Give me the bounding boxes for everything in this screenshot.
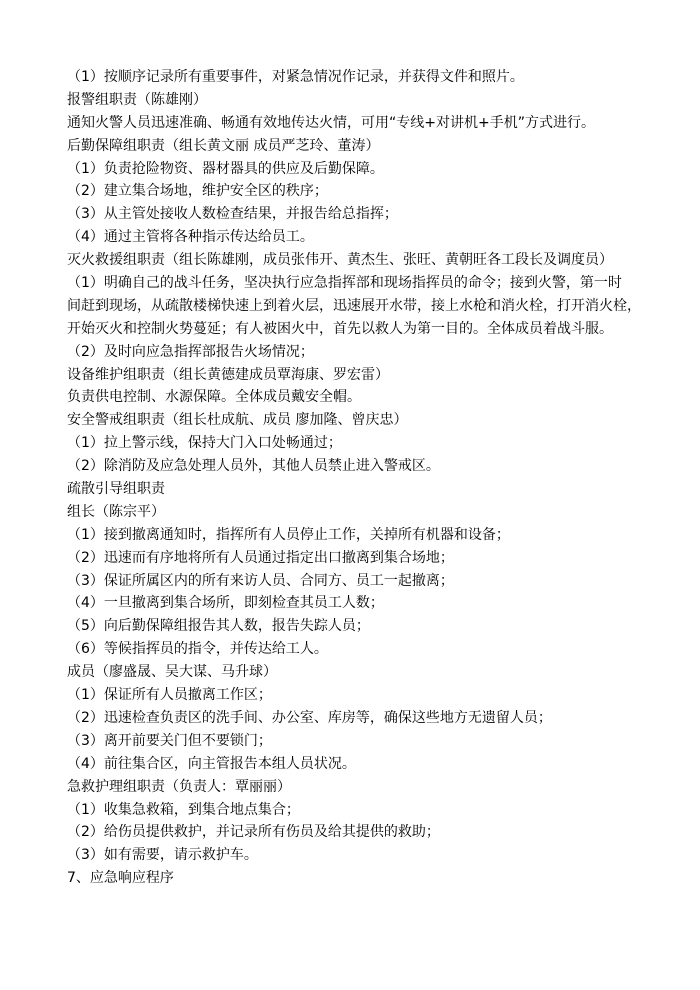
text-line: （4）一旦撤离到集合场所，即刻检查其员工人数； (67, 595, 384, 612)
text-line: （2）迅速而有序地将所有人员通过指定出口撤离到集合场地； (67, 549, 454, 566)
section-heading: 报警组职责（陈雄刚） (67, 91, 207, 108)
section-heading: 急救护理组职责（负责人：覃丽丽） (67, 778, 291, 795)
text-line: （4）通过主管将各种指示传达给员工。 (67, 229, 314, 246)
text-line: （1）拉上警示线，保持大门入口处畅通过； (67, 435, 342, 452)
text-line: 负责供电控制、水源保障。全体成员戴安全帽。 (67, 389, 361, 406)
text-line: （1）接到撤离通知时，指挥所有人员停止工作，关掉所有机器和设备； (67, 526, 510, 543)
section-heading: 灭火救援组职责（组长陈雄刚，成员张伟开、黄杰生、张旺、黄朝旺各工段长及调度员） (67, 252, 613, 269)
text-line: （2）除消防及应急处理人员外，其他人员禁止进入警戒区。 (67, 458, 440, 475)
text-line: 开始灭火和控制火势蔓延；有人被困火中，首先以救人为第一目的。全体成员着战斗服。 (67, 320, 613, 337)
text-line: （2）给伤员提供救护，并记录所有伤员及给其提供的救助； (67, 824, 440, 841)
text-line: （3）从主管处接收人数检查结果，并报告给总指挥； (67, 206, 398, 223)
text-line: （4）前往集合区，向主管报告本组人员状况。 (67, 755, 356, 772)
text-line: 间赶到现场，从疏散楼梯快速上到着火层，迅速展开水带，接上水枪和消火栓，打开消火栓， (67, 297, 641, 314)
chapter-heading: 7、应急响应程序 (67, 870, 174, 887)
text-line: （2）及时向应急指挥部报告火场情况； (67, 343, 314, 360)
text-line: （5）向后勤保障组报告其人数，报告失踪人员； (67, 618, 370, 635)
text-line: （2）迅速检查负责区的洗手间、办公室、库房等，确保这些地方无遗留人员； (67, 709, 552, 726)
section-heading: 疏散引导组职责 (67, 481, 165, 498)
text-line: （1）保证所有人员撤离工作区； (67, 687, 272, 704)
text-line: （1）按顺序记录所有重要事件，对紧急情况作记录，并获得文件和照片。 (67, 69, 524, 85)
text-line: （1）收集急救箱，到集合地点集合； (67, 801, 300, 818)
section-heading: 后勤保障组职责（组长黄文丽 成员严芝玲、董涛） (67, 137, 380, 154)
section-heading: 安全警戒组职责（组长杜成航、成员 廖加隆、曾庆忠） (67, 412, 408, 429)
text-line: （3）离开前要关门但不要锁门； (67, 732, 272, 749)
subsection-heading: 组长（陈宗平） (67, 503, 165, 520)
subsection-heading: 成员（廖盛晟、吴大谋、马升球） (67, 664, 277, 681)
text-line: （3）保证所属区内的所有来访人员、合同方、员工一起撤离； (67, 572, 454, 589)
document-page (67, 66, 647, 890)
text-line: （6）等候指挥员的指令，并传达给工人。 (67, 641, 328, 658)
section-heading: 设备维护组职责（组长黄德建成员覃海康、罗宏雷） (67, 366, 389, 383)
text-line: （2）建立集合场地，维护安全区的秩序； (67, 183, 328, 200)
text-line: 通知火警人员迅速准确、畅通有效地传达火情，可用“专线+对讲机+手机”方式进行。 (67, 114, 595, 131)
text-line: （3）如有需要，请示救护车。 (67, 847, 258, 864)
text-line: （1）负责抢险物资、器材器具的供应及后勤保障。 (67, 160, 384, 177)
text-line: （1）明确自己的战斗任务，坚决执行应急指挥部和现场指挥员的命令；接到火警，第一时 (67, 275, 622, 292)
